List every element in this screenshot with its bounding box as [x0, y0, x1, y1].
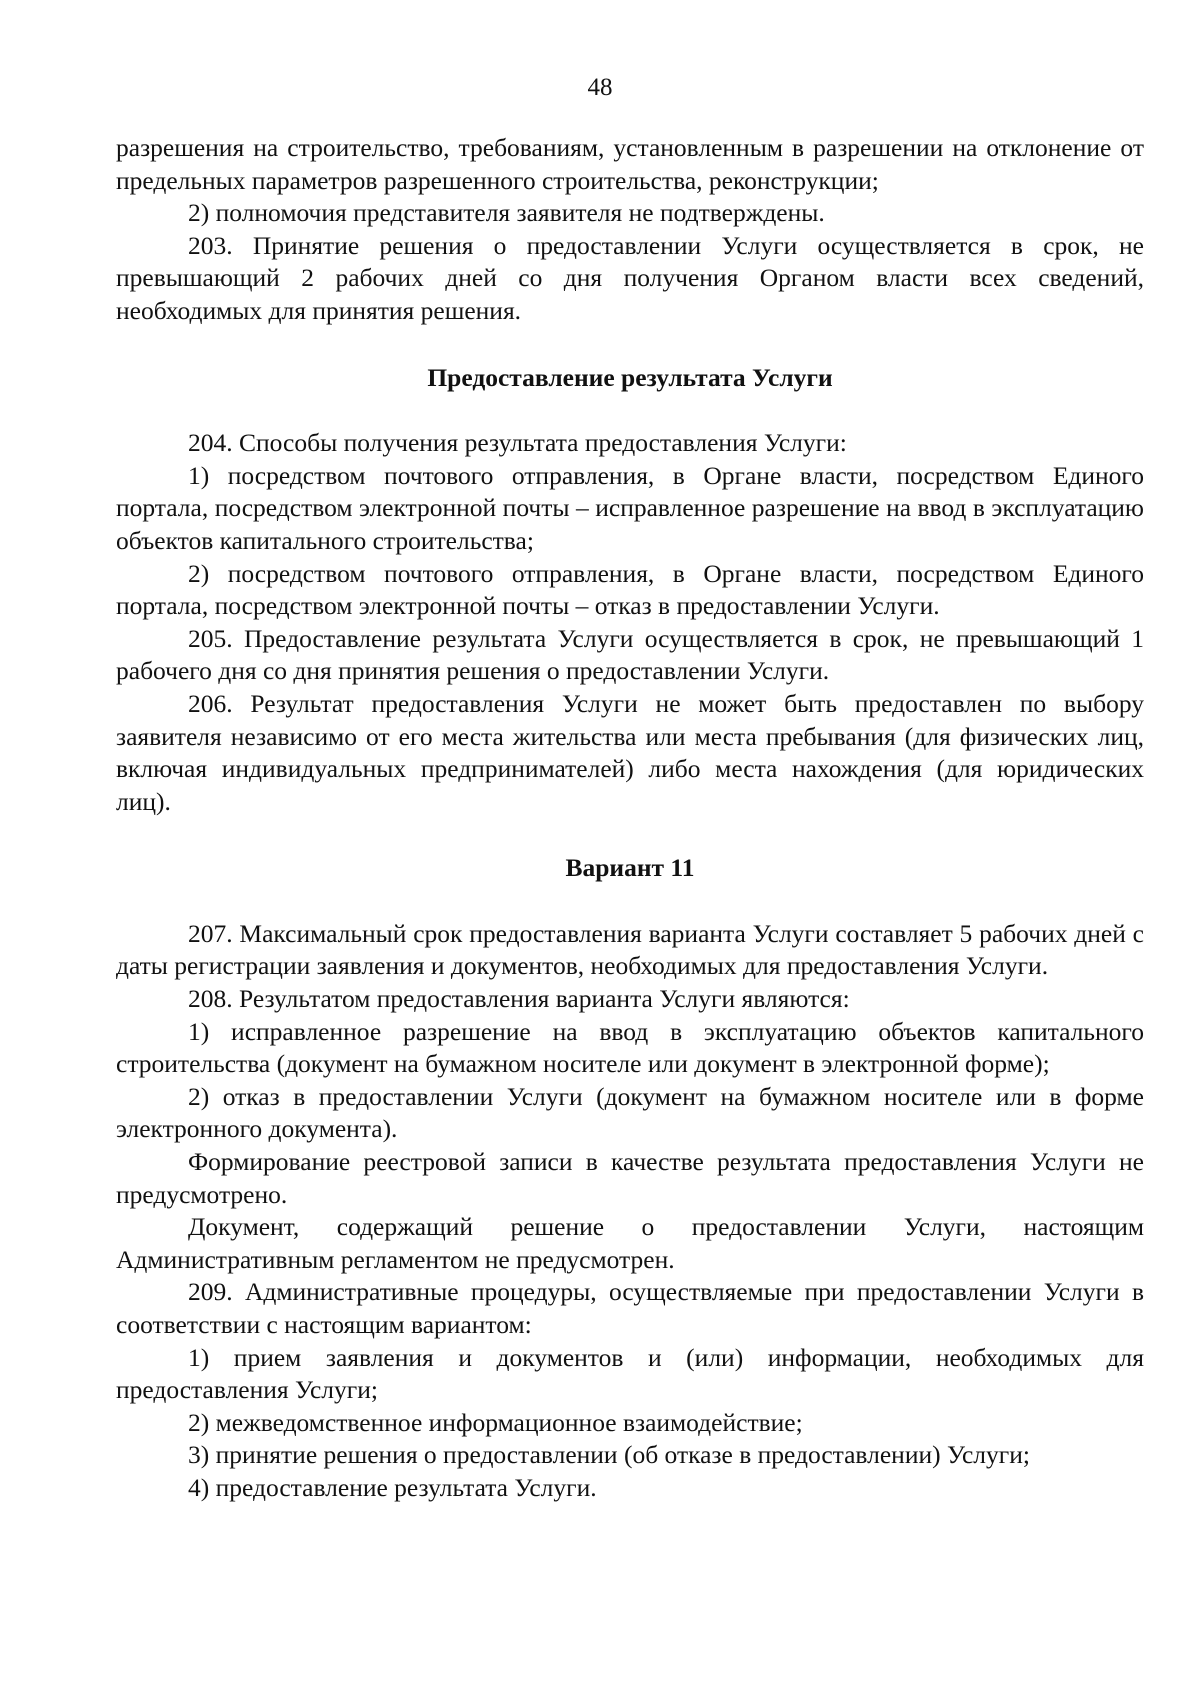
- paragraph: 208. Результатом предоставления варианта Услуги являются:: [188, 984, 850, 1014]
- paragraph: разрешения на строительство, требованиям, установленным в разрешении на отклонение от предельных параметров разрешенного строительства, реконструкции;: [116, 133, 1144, 195]
- paragraph: 209. Административные процедуры, осуществляемые при предоставлении Услуги в соответствии с настоящим вариантом:: [116, 1277, 1144, 1339]
- paragraph: 205. Предоставление результата Услуги осуществляется в срок, не превышающий 1 рабочего дня со дня принятия решения о предоставлении Услуги.: [116, 623, 1144, 686]
- paragraph: Формирование реестровой записи в качестве результата предоставления Услуги не предусмотрено.: [116, 1147, 1144, 1209]
- paragraph: 1) исправленное разрешение на ввод в эксплуатацию объектов капитального строительства (документ на бумажном носителе или документ в электронной форме);: [116, 1016, 1144, 1079]
- paragraph: 4) предоставление результата Услуги.: [188, 1472, 597, 1502]
- paragraph: 206. Результат предоставления Услуги не может быть предоставлен по выбору заявителя независимо от его места жительства или места пребывания (для физических лиц, включая индивидуальных предпринимателей) либо места нахождения (для юридических лиц).: [116, 688, 1144, 816]
- paragraph: 2) межведомственное информационное взаимодействие;: [188, 1407, 803, 1437]
- paragraph: 207. Максимальный срок предоставления варианта Услуги составляет 5 рабочих дней с даты регистрации заявления и документов, необходимых для предоставления Услуги.: [116, 918, 1144, 981]
- paragraph: 203. Принятие решения о предоставлении Услуги осуществляется в срок, не превышающий 2 рабочих дней со дня получения Органом власти всех сведений, необходимых для принятия решения.: [116, 230, 1144, 325]
- paragraph: 204. Способы получения результата предоставления Услуги:: [188, 428, 847, 458]
- paragraph: 2) отказ в предоставлении Услуги (документ на бумажном носителе или в форме электронного документа).: [116, 1081, 1144, 1144]
- paragraph: 2) полномочия представителя заявителя не подтверждены.: [188, 198, 825, 228]
- document-body: [116, 132, 1144, 1505]
- section-heading: Предоставление результата Услуги: [427, 362, 833, 392]
- paragraph: 1) посредством почтового отправления, в Органе власти, посредством Единого портала, посредством электронной почты – исправленное разрешение на ввод в эксплуатацию объектов капитального строительства;: [116, 460, 1144, 555]
- paragraph: Документ, содержащий решение о предоставлении Услуги, настоящим Административным регламентом не предусмотрен.: [116, 1212, 1144, 1274]
- page-number: 48: [587, 74, 613, 101]
- paragraph: 2) посредством почтового отправления, в Органе власти, посредством Единого портала, посредством электронной почты – отказ в предоставлении Услуги.: [116, 558, 1144, 621]
- paragraph: 3) принятие решения о предоставлении (об отказе в предоставлении) Услуги;: [188, 1440, 1030, 1470]
- paragraph: 1) прием заявления и документов и (или) информации, необходимых для предоставления Услуги;: [116, 1342, 1144, 1405]
- section-heading: Вариант 11: [565, 853, 695, 883]
